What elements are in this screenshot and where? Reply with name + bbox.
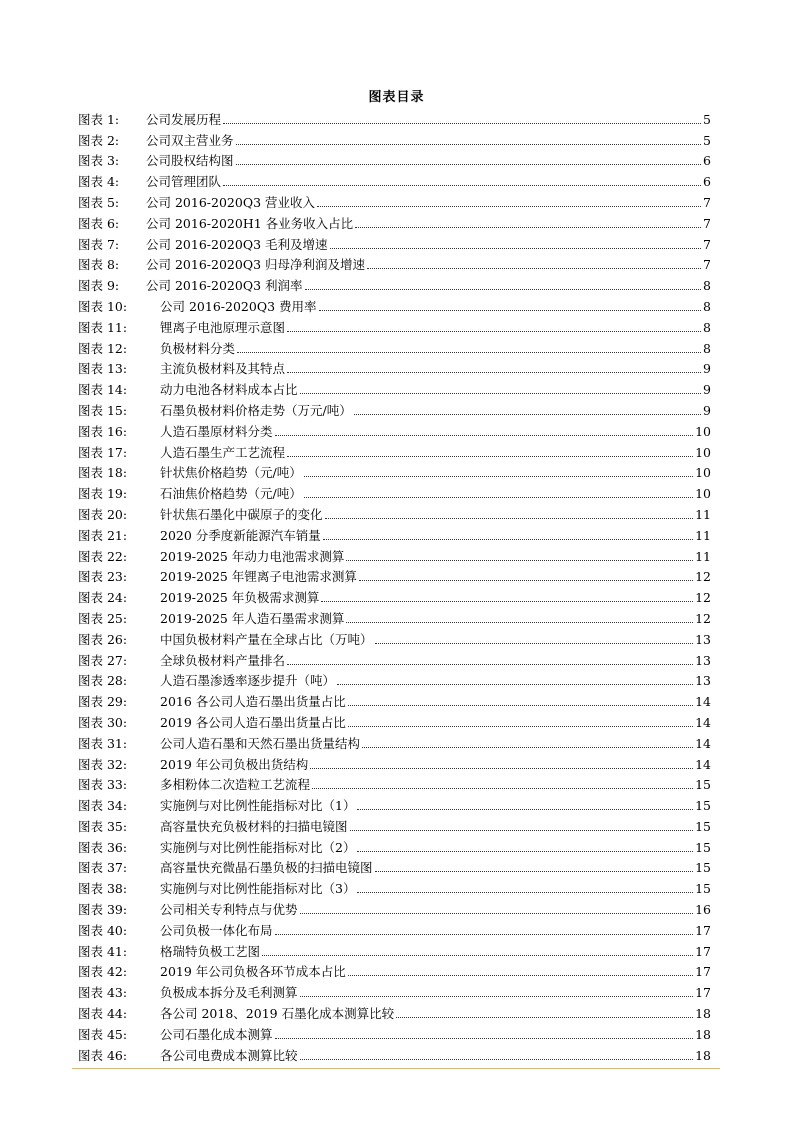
toc-entry-page[interactable]: 12 — [695, 569, 711, 585]
toc-entry-label: 图表 43: — [78, 985, 128, 1001]
dot-leader — [355, 226, 701, 228]
toc-entry[interactable] — [78, 148, 711, 169]
toc-entry-title[interactable]: 公司负极一体化布局 — [160, 922, 273, 938]
dot-leader — [375, 642, 694, 644]
toc-entry[interactable] — [78, 730, 711, 751]
toc-entry[interactable] — [78, 418, 711, 439]
toc-entry[interactable] — [78, 314, 711, 335]
toc-entry-label: 图表 4: — [78, 174, 120, 190]
toc-entry-title[interactable]: 2019-2025 年动力电池需求测算 — [160, 548, 345, 564]
toc-entry-title[interactable]: 人造石墨生产工艺流程 — [160, 444, 286, 460]
toc-entry-label: 图表 28: — [78, 673, 128, 689]
toc-entry-label: 图表 11: — [78, 319, 128, 335]
toc-entry-title[interactable]: 2019-2025 年人造石墨需求测算 — [160, 610, 345, 626]
toc-entry[interactable] — [78, 168, 711, 189]
toc-entry-page[interactable]: 12 — [695, 590, 711, 606]
toc-entry-page[interactable]: 17 — [695, 922, 711, 938]
toc-entry-page[interactable]: 12 — [695, 610, 711, 626]
toc-entry-label: 图表 29: — [78, 694, 128, 710]
toc-entry-title[interactable]: 公司 2016-2020Q3 毛利及增速 — [146, 236, 328, 252]
toc-entry-label: 图表 39: — [78, 902, 128, 918]
toc-entry-label: 图表 37: — [78, 860, 128, 876]
toc-entry-page[interactable]: 13 — [695, 631, 711, 647]
toc-entry-title[interactable]: 公司 2016-2020H1 各业务收入占比 — [146, 215, 354, 231]
toc-entry-title[interactable]: 2016 各公司人造石墨出货量占比 — [160, 694, 346, 710]
toc-entry-label: 图表 13: — [78, 361, 128, 377]
toc-entry-page[interactable]: 7 — [703, 215, 711, 231]
toc-entry[interactable] — [78, 439, 711, 460]
toc-entry[interactable] — [78, 917, 711, 938]
dot-leader — [330, 247, 702, 249]
dot-leader — [357, 891, 693, 893]
dot-leader — [223, 184, 701, 186]
toc-entry-page[interactable]: 14 — [695, 735, 711, 751]
dot-leader — [357, 850, 693, 852]
toc-entry-label: 图表 5: — [78, 194, 120, 210]
toc-entry-title[interactable]: 公司石墨化成本测算 — [160, 1026, 273, 1042]
toc-entry[interactable] — [78, 813, 711, 834]
toc-entry-page[interactable]: 18 — [695, 1026, 711, 1042]
toc-entry[interactable] — [78, 751, 711, 772]
toc-entry[interactable] — [78, 543, 711, 564]
toc-entry-label: 图表 12: — [78, 340, 128, 356]
toc-entry-title[interactable]: 锂离子电池原理示意图 — [160, 319, 286, 335]
toc-entry-label: 图表 46: — [78, 1047, 128, 1063]
toc-entry-label: 图表 22: — [78, 548, 128, 564]
toc-entry-title[interactable]: 2020 分季度新能源汽车销量 — [160, 527, 321, 543]
toc-entry-title[interactable]: 石墨负极材料价格走势（万元/吨） — [160, 402, 352, 418]
toc-entry-title[interactable]: 人造石墨渗透率逐步提升（吨） — [160, 673, 336, 689]
toc-entry-label: 图表 10: — [78, 298, 128, 314]
dot-leader — [346, 559, 693, 561]
toc-entry-label: 图表 36: — [78, 839, 128, 855]
toc-entry-label: 图表 24: — [78, 590, 128, 606]
toc-entry-page[interactable]: 8 — [703, 319, 711, 335]
toc-entry[interactable] — [78, 210, 711, 231]
dot-leader — [223, 122, 701, 124]
toc-entry-page[interactable]: 17 — [695, 964, 711, 980]
toc-entry-title[interactable]: 公司相关专利特点与优势 — [160, 902, 298, 918]
toc-entry-page[interactable]: 7 — [703, 257, 711, 273]
dot-leader — [262, 954, 693, 956]
toc-entry-title[interactable]: 公司 2016-2020Q3 利润率 — [146, 278, 303, 294]
dot-leader — [236, 143, 702, 145]
dot-leader — [300, 392, 702, 394]
toc-entry-page[interactable]: 11 — [695, 548, 711, 564]
dot-leader — [275, 434, 694, 436]
toc-entry-title[interactable]: 2019 各公司人造石墨出货量占比 — [160, 714, 346, 730]
dot-leader — [359, 579, 693, 581]
toc-entry[interactable] — [78, 855, 711, 876]
toc-entry[interactable] — [78, 397, 711, 418]
toc-entry-title[interactable]: 公司管理团队 — [146, 174, 222, 190]
toc-entry-title[interactable]: 公司双主营业务 — [146, 132, 234, 148]
toc-entry-title[interactable]: 负极成本拆分及毛利测算 — [160, 985, 298, 1001]
toc-entry-label: 图表 35: — [78, 818, 128, 834]
toc-entry-title[interactable]: 石油焦价格趋势（元/吨） — [160, 486, 302, 502]
dot-leader — [396, 1016, 693, 1018]
toc-entry[interactable] — [78, 1042, 711, 1063]
toc-entry-title[interactable]: 负极材料分类 — [160, 340, 236, 356]
toc-entry-label: 图表 9: — [78, 278, 120, 294]
toc-entry-page[interactable]: 10 — [695, 486, 711, 502]
toc-entry-label: 图表 38: — [78, 881, 128, 897]
dot-leader — [367, 267, 701, 269]
toc-entry-title[interactable]: 公司 2016-2020Q3 营业收入 — [146, 194, 315, 210]
toc-entry[interactable] — [78, 875, 711, 896]
toc-entry-label: 图表 6: — [78, 215, 120, 231]
toc-entry-title[interactable]: 2019-2025 年负极需求测算 — [160, 590, 320, 606]
toc-entry-label: 图表 34: — [78, 798, 128, 814]
toc-entry-label: 图表 16: — [78, 423, 128, 439]
toc-entry[interactable] — [78, 293, 711, 314]
toc-entry-title[interactable]: 格瑞特负极工艺图 — [160, 943, 261, 959]
toc-entry-page[interactable]: 15 — [695, 798, 711, 814]
toc-entry-page[interactable]: 9 — [703, 382, 711, 398]
dot-leader — [346, 621, 693, 623]
toc-entry-label: 图表 45: — [78, 1026, 128, 1042]
toc-entry-page[interactable]: 7 — [703, 236, 711, 252]
toc-entry-title[interactable]: 公司股权结构图 — [146, 153, 234, 169]
toc-entry-page[interactable]: 16 — [695, 902, 711, 918]
toc-entry-page[interactable]: 8 — [703, 340, 711, 356]
toc-entry[interactable] — [78, 522, 711, 543]
toc-entry-page[interactable]: 5 — [703, 132, 711, 148]
dot-leader — [357, 808, 693, 810]
toc-entry[interactable] — [78, 335, 711, 356]
toc-entry-page[interactable]: 17 — [695, 943, 711, 959]
toc-entry-label: 图表 23: — [78, 569, 128, 585]
toc-entry-title[interactable]: 2019 年公司负极出货结构 — [160, 756, 309, 772]
dot-leader — [362, 746, 693, 748]
toc-entry-title[interactable]: 高容量快充负极材料的扫描电镜图 — [160, 818, 348, 834]
toc-entry-title[interactable]: 针状焦石墨化中碳原子的变化 — [160, 506, 323, 522]
toc-entry[interactable] — [78, 647, 711, 668]
toc-entry[interactable] — [78, 896, 711, 917]
dot-leader — [350, 829, 694, 831]
toc-entry[interactable] — [78, 688, 711, 709]
toc-entry-page[interactable]: 7 — [703, 194, 711, 210]
toc-entry-page[interactable]: 15 — [695, 777, 711, 793]
toc-entry-title[interactable]: 主流负极材料及其特点 — [160, 361, 286, 377]
toc-entry-label: 图表 19: — [78, 486, 128, 502]
dot-leader — [287, 455, 693, 457]
toc-entry[interactable] — [78, 834, 711, 855]
toc-entry-label: 图表 17: — [78, 444, 128, 460]
toc-entry[interactable] — [78, 1000, 711, 1021]
dot-leader — [300, 995, 694, 997]
dot-leader — [323, 538, 693, 540]
toc-entry[interactable] — [78, 189, 711, 210]
dot-leader — [300, 1058, 694, 1060]
dot-leader — [312, 787, 693, 789]
toc-entry[interactable] — [78, 938, 711, 959]
dot-leader — [337, 683, 693, 685]
toc-entry-label: 图表 40: — [78, 922, 128, 938]
toc-entry-label: 图表 41: — [78, 943, 128, 959]
toc-entry[interactable] — [78, 356, 711, 377]
toc-entry-label: 图表 42: — [78, 964, 128, 980]
dot-leader — [319, 309, 702, 311]
toc-entry-title[interactable]: 实施例与对比例性能指标对比（2） — [160, 839, 356, 855]
toc-entry-page[interactable]: 14 — [695, 756, 711, 772]
dot-leader — [236, 163, 702, 165]
toc-entry-label: 图表 20: — [78, 506, 128, 522]
dot-leader — [275, 933, 694, 935]
footer-divider — [72, 1068, 720, 1069]
toc-entry-page[interactable]: 13 — [695, 673, 711, 689]
toc-entry-label: 图表 26: — [78, 631, 128, 647]
toc-entry-page[interactable]: 8 — [703, 278, 711, 294]
toc-entry-page[interactable]: 18 — [695, 1047, 711, 1063]
dot-leader — [321, 600, 693, 602]
toc-entry-title[interactable]: 高容量快充微晶石墨负极的扫描电镜图 — [160, 860, 373, 876]
toc-entry-label: 图表 25: — [78, 610, 128, 626]
toc-entry-title[interactable]: 公司 2016-2020Q3 归母净利润及增速 — [146, 257, 365, 273]
toc-entry-page[interactable]: 17 — [695, 985, 711, 1001]
toc-entry-page[interactable]: 15 — [695, 860, 711, 876]
toc-entry-label: 图表 14: — [78, 382, 128, 398]
toc-entry-page[interactable]: 9 — [703, 361, 711, 377]
dot-leader — [304, 475, 693, 477]
toc-entry-page[interactable]: 9 — [703, 402, 711, 418]
toc-entry-title[interactable]: 各公司电费成本测算比较 — [160, 1047, 298, 1063]
toc-entry-page[interactable]: 14 — [695, 714, 711, 730]
toc-entry-page[interactable]: 11 — [695, 527, 711, 543]
dot-leader — [354, 413, 701, 415]
toc-entry[interactable] — [78, 231, 711, 252]
toc-entry[interactable] — [78, 272, 711, 293]
toc-entry[interactable] — [78, 106, 711, 127]
toc-entry-label: 图表 27: — [78, 652, 128, 668]
toc-entry-title[interactable]: 中国负极材料产量在全球占比（万吨） — [160, 631, 373, 647]
toc-entry-title[interactable]: 针状焦价格趋势（元/吨） — [160, 465, 302, 481]
toc-entry-page[interactable]: 15 — [695, 839, 711, 855]
dot-leader — [310, 767, 693, 769]
toc-entry[interactable] — [78, 480, 711, 501]
toc-entry-label: 图表 44: — [78, 1006, 128, 1022]
dot-leader — [237, 351, 701, 353]
toc-entry-title[interactable]: 实施例与对比例性能指标对比（1） — [160, 798, 356, 814]
toc-entry-title[interactable]: 全球负极材料产量排名 — [160, 652, 286, 668]
dot-leader — [305, 288, 702, 290]
toc-entry-label: 图表 33: — [78, 777, 128, 793]
toc-entry-title[interactable]: 2019 年公司负极各环节成本占比 — [160, 964, 346, 980]
toc-entry-title[interactable]: 公司人造石墨和天然石墨出货量结构 — [160, 735, 361, 751]
toc-entry-title[interactable]: 公司发展历程 — [146, 111, 222, 127]
toc-entry-page[interactable]: 15 — [695, 818, 711, 834]
toc-entry[interactable] — [78, 792, 711, 813]
toc-entry-title[interactable]: 多相粉体二次造粒工艺流程 — [160, 777, 311, 793]
dot-leader — [348, 704, 693, 706]
toc-entry[interactable] — [78, 127, 711, 148]
toc-entry[interactable] — [78, 605, 711, 626]
toc-entry-page[interactable]: 8 — [703, 298, 711, 314]
toc-entry[interactable] — [78, 772, 711, 793]
toc-entry-page[interactable]: 6 — [703, 153, 711, 169]
toc-entry-page[interactable]: 13 — [695, 652, 711, 668]
dot-leader — [287, 330, 701, 332]
toc-entry-label: 图表 32: — [78, 756, 128, 772]
toc-entry[interactable] — [78, 501, 711, 522]
toc-entry-label: 图表 2: — [78, 132, 120, 148]
toc-entry-title[interactable]: 公司 2016-2020Q3 费用率 — [160, 298, 317, 314]
toc-entry[interactable] — [78, 584, 711, 605]
toc-entry-label: 图表 30: — [78, 714, 128, 730]
toc-entry[interactable] — [78, 626, 711, 647]
dot-leader — [375, 870, 694, 872]
toc-entry[interactable] — [78, 376, 711, 397]
toc-entry[interactable] — [78, 979, 711, 1000]
toc-entry-label: 图表 31: — [78, 735, 128, 751]
toc-entry-title[interactable]: 动力电池各材料成本占比 — [160, 382, 298, 398]
page-title: 图表目录 — [368, 90, 425, 105]
toc-entry[interactable] — [78, 1021, 711, 1042]
toc-entry-page[interactable]: 15 — [695, 881, 711, 897]
toc-entry-title[interactable]: 2019-2025 年锂离子电池需求测算 — [160, 569, 357, 585]
dot-leader — [304, 496, 693, 498]
dot-leader — [348, 974, 693, 976]
toc-entry-page[interactable]: 18 — [695, 1006, 711, 1022]
figure-toc — [78, 106, 711, 1063]
dot-leader — [325, 517, 694, 519]
toc-entry-title[interactable]: 各公司 2018、2019 石墨化成本测算比较 — [160, 1006, 395, 1022]
toc-entry[interactable] — [78, 959, 711, 980]
toc-entry-label: 图表 21: — [78, 527, 128, 543]
toc-entry-page[interactable]: 14 — [695, 694, 711, 710]
toc-entry-page[interactable]: 10 — [695, 423, 711, 439]
toc-entry-label: 图表 18: — [78, 465, 128, 481]
toc-entry[interactable] — [78, 668, 711, 689]
toc-entry-label: 图表 1: — [78, 111, 120, 127]
toc-entry-title[interactable]: 实施例与对比例性能指标对比（3） — [160, 881, 356, 897]
dot-leader — [275, 1037, 694, 1039]
dot-leader — [348, 725, 693, 727]
toc-entry-title[interactable]: 人造石墨原材料分类 — [160, 423, 273, 439]
toc-entry-label: 图表 3: — [78, 153, 120, 169]
toc-entry-label: 图表 8: — [78, 257, 120, 273]
toc-entry[interactable] — [78, 460, 711, 481]
toc-entry-page[interactable]: 5 — [703, 111, 711, 127]
dot-leader — [300, 912, 694, 914]
dot-leader — [287, 371, 701, 373]
dot-leader — [287, 663, 693, 665]
toc-entry[interactable] — [78, 564, 711, 585]
toc-entry-page[interactable]: 10 — [695, 465, 711, 481]
toc-entry-page[interactable]: 10 — [695, 444, 711, 460]
dot-leader — [317, 205, 701, 207]
toc-entry[interactable] — [78, 709, 711, 730]
toc-entry-label: 图表 15: — [78, 402, 128, 418]
toc-entry[interactable] — [78, 252, 711, 273]
toc-entry-page[interactable]: 6 — [703, 174, 711, 190]
toc-entry-page[interactable]: 11 — [695, 506, 711, 522]
toc-entry-label: 图表 7: — [78, 236, 120, 252]
